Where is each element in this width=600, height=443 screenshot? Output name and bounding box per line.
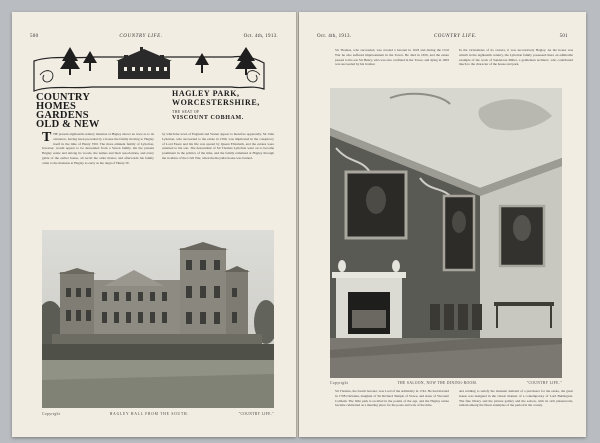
column-text: HE present eighteenth-century mansion at Hagley shows no trace as to its existence, having been preceded by a house the family moving to Hagley itself in the time of Henry VIII. The more eminent family of Lyttelton, however, would appear to be descended from a Saxon family. On the present Hagley estate and among its woods, the names and their associations, and every gable of the earlier house, all recall the older manor, and afterwards his family came to the mansion at Hagley as early as the reign of Henry IV. — [42, 132, 154, 165]
article-column: In the vicissitudes of its owners, it was successively Hagley. As the house was rebuilt in the eighteenth century, the Lyttelton family possessed there an admirable example of the work of Sanderson Miller, a gentleman architect, who contributed much to the character of the house and park. — [459, 48, 573, 67]
masthead-illustration — [32, 45, 268, 95]
right-page — [299, 12, 586, 437]
right-page-number: 501 — [559, 33, 568, 39]
left-page — [12, 12, 296, 437]
article-column — [162, 132, 274, 224]
photo-caption: HAGLEY HALL FROM THE SOUTH. — [109, 412, 190, 416]
column-text: by which the town of England and Vesner appear to therefore apparently. Sir John Lyttelton, who succeeded to the estate in 1590, was implicated in the conspiracy of Lord Essex and his life was spared by Queen Elizabeth, and the estates were returned to his son. The descendant of Sir Thomas Lyttelton went on to become prominent in the politics of the time, and the family remained at Hagley through the troubles of the Civil War, when the Royalist house was burned. — [162, 132, 274, 160]
left-page-number: 500 — [30, 33, 39, 39]
hagley-hall-photo — [42, 230, 274, 408]
article-column: Sir Thomas, who succeeded, was created a baronet in 1618 and during the Civil War he also suffered imprisonment in the Tower. He died in 1650, and the estate passed to his son Sir Henry, who was also confined in the Tower, and dying in 1693 was succeeded by his brother. — [335, 48, 449, 67]
photo-credit: Copyright — [42, 412, 61, 416]
masthead — [32, 45, 282, 129]
left-photo-caption-row — [42, 412, 274, 416]
left-article-columns — [42, 132, 274, 224]
left-running-head: COUNTRY LIFE. — [119, 33, 163, 39]
left-date: Oct. 4th, 1913. — [243, 33, 278, 39]
drop-cap: T — [42, 130, 52, 145]
right-running-head: COUNTRY LIFE. — [433, 33, 478, 39]
right-date: Oct. 4th, 1913. — [317, 33, 352, 39]
article-column: Sir Thomas, the fourth baronet, was Lord of the Admiralty in 1742. He had married in 1708 Christian, daughter of Sir Richard Temple of Stowe, and sister of Viscount Cobham. The little park is recalled in the poems of the age, and the Hagley estate became celebrated as a meeting place for the poets and wits of the time. — [335, 389, 449, 408]
masthead-place-block — [172, 89, 282, 121]
hall-exterior-image — [42, 230, 274, 408]
photo-credit: Copyright — [330, 381, 349, 385]
title-line: HOMES — [36, 101, 77, 112]
photo-credit: "COUNTRY LIFE." — [238, 412, 274, 416]
right-photo-caption-row — [330, 381, 562, 385]
masthead-title — [36, 93, 116, 129]
owner-name: VISCOUNT COBHAM. — [172, 115, 244, 121]
saloon-interior-image — [330, 88, 562, 378]
right-running-header — [317, 31, 568, 41]
place-name: HAGLEY PARK, — [172, 89, 240, 98]
title-line: GARDENS — [36, 110, 89, 121]
title-line: OLD & NEW — [36, 119, 100, 130]
saloon-photo — [330, 88, 562, 378]
manor-house-icon — [116, 47, 172, 79]
county-name: WORCESTERSHIRE, — [172, 98, 260, 107]
left-running-header — [30, 31, 278, 41]
title-line: COUNTRY — [36, 92, 91, 103]
magazine-spread — [12, 12, 586, 437]
tree-icon — [60, 47, 97, 75]
photo-caption: THE SALOON, NOW THE DINING-ROOM. — [397, 381, 478, 385]
right-article-columns-top — [335, 48, 573, 83]
photo-credit: "COUNTRY LIFE." — [526, 381, 562, 385]
article-column — [42, 132, 154, 224]
seat-line: THE SEAT OF — [172, 110, 200, 114]
article-column: and wishing to satisfy the insistent demand of a purchaser for the estate, the great house was designed in the classic manner of a contemporary of Lord Burlington. The fine library and the picture gallery and the saloon, with its rich plasterwork, remain among the finest examples of the period in the county. — [459, 389, 573, 408]
right-article-columns-bottom — [335, 389, 573, 433]
